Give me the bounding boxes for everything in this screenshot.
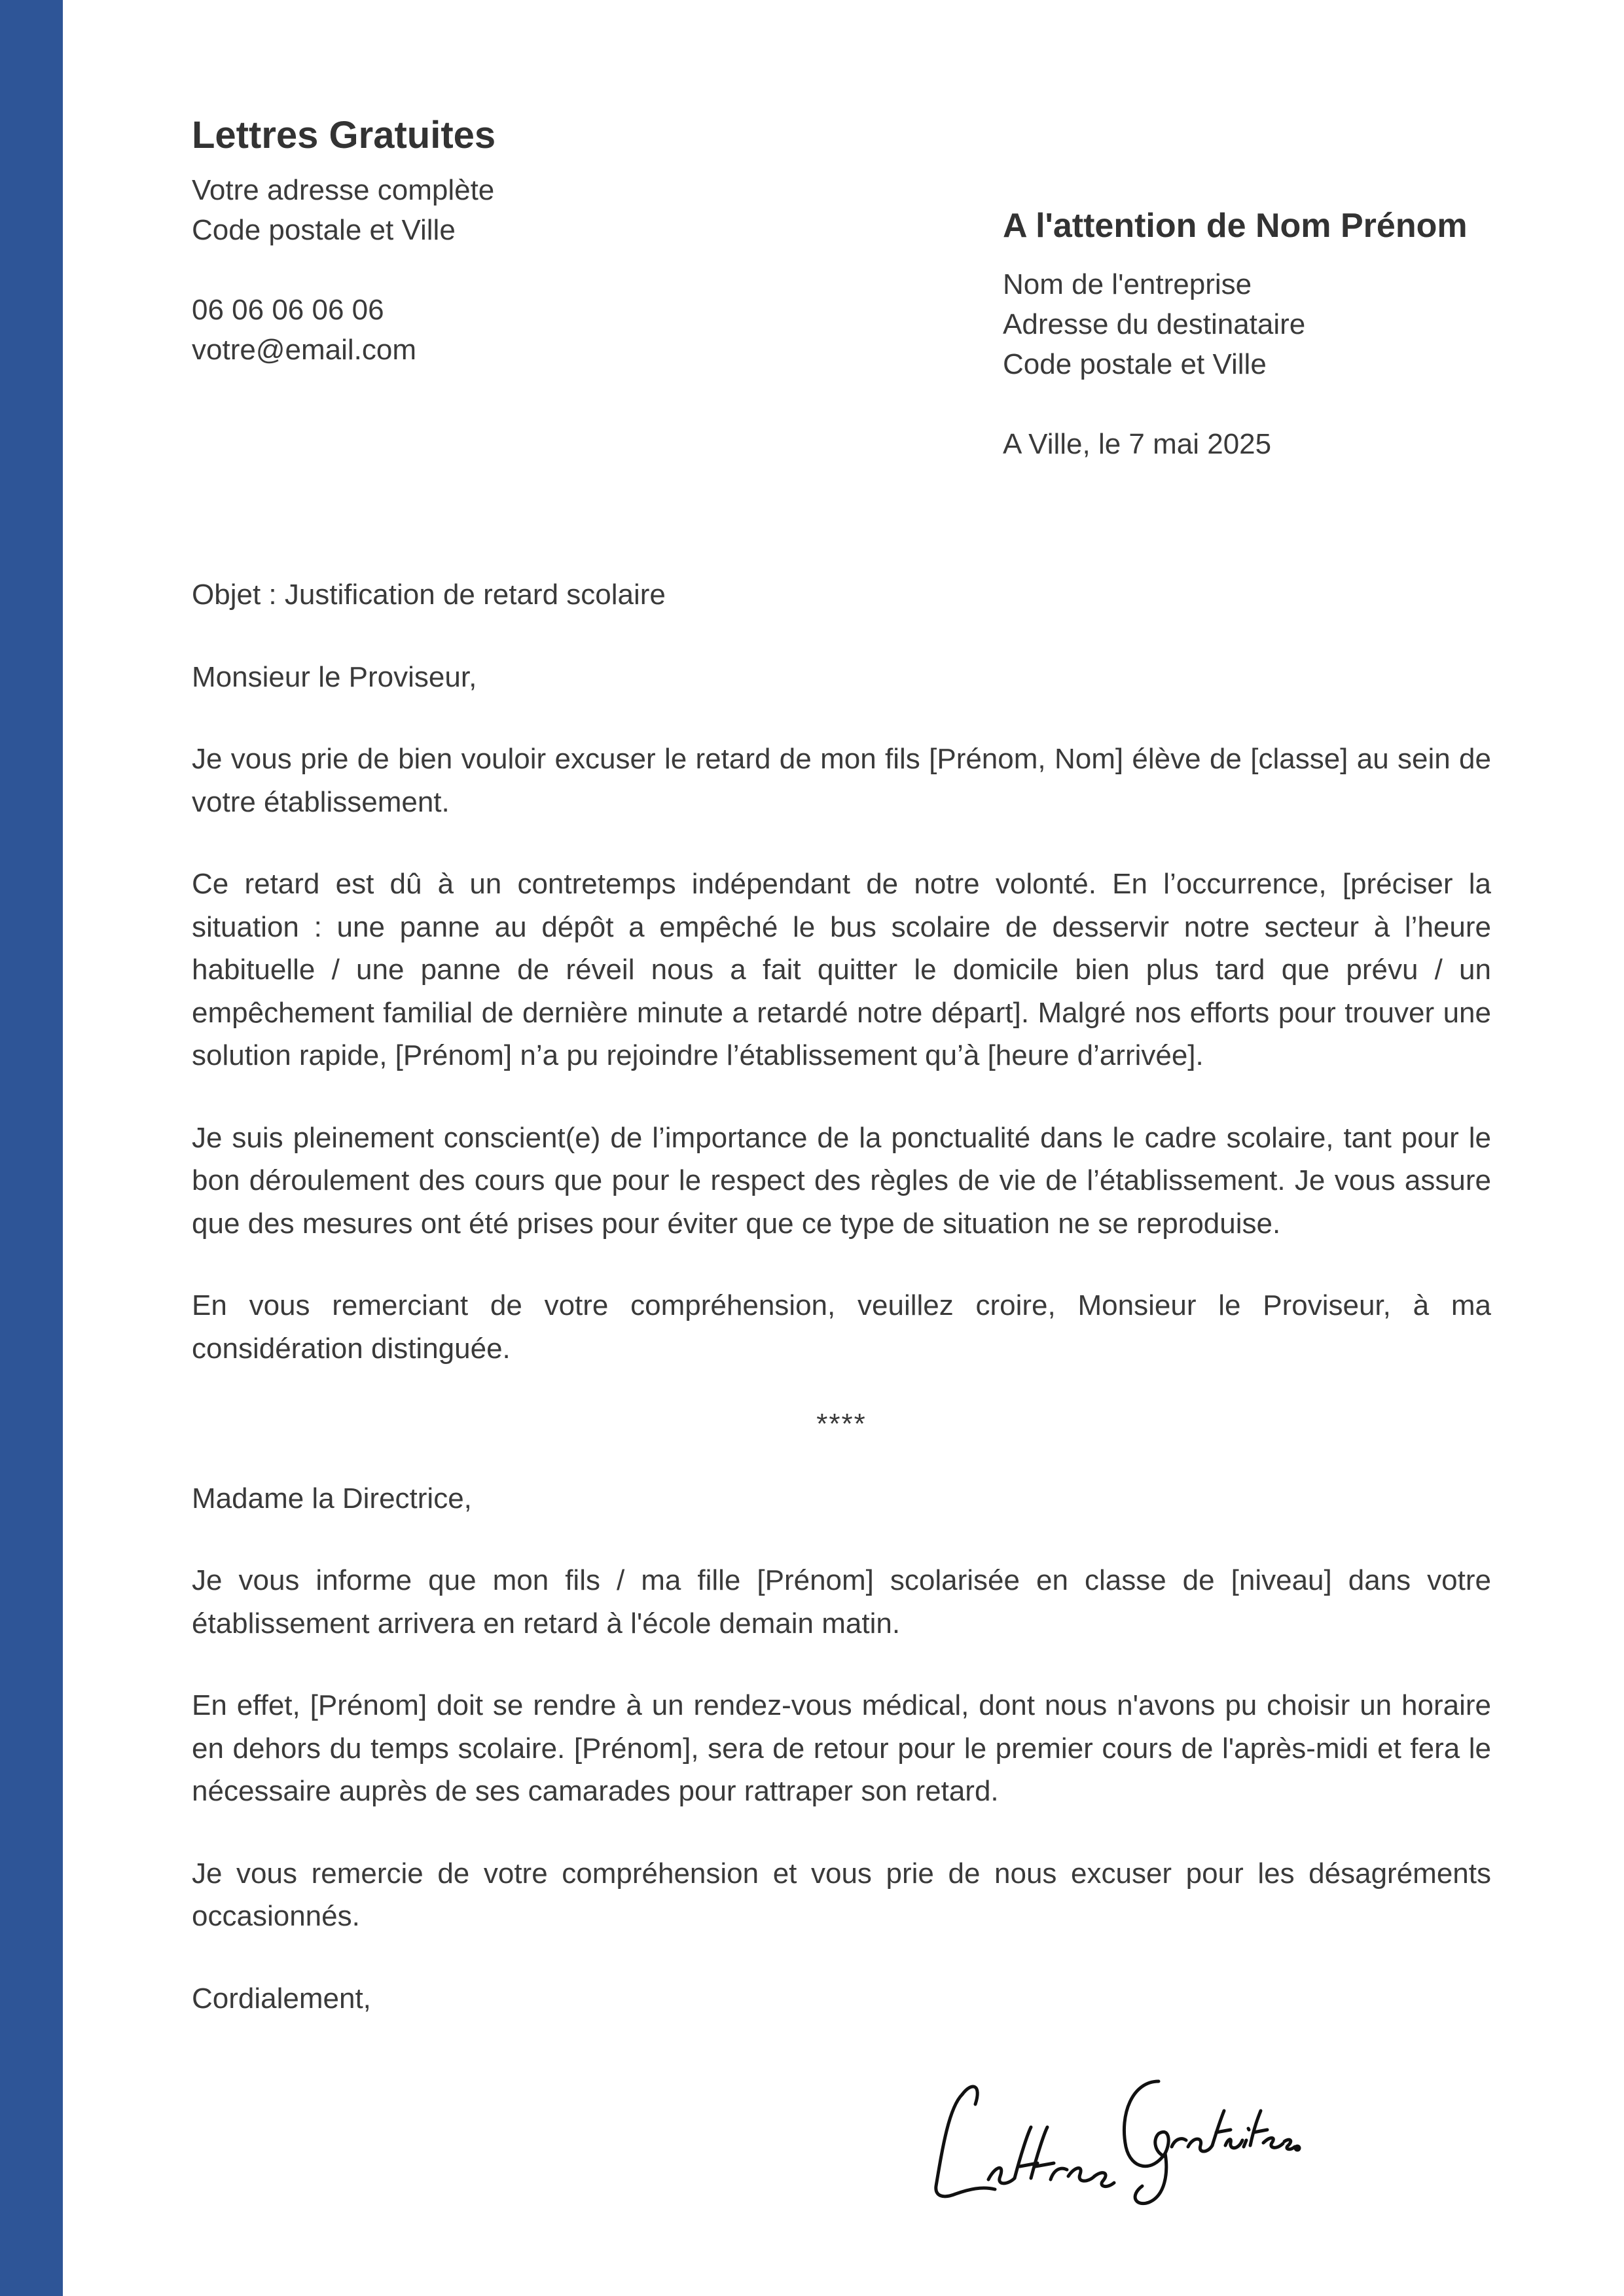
salutation-directrice: Madame la Directrice, xyxy=(192,1482,472,1515)
letter-body xyxy=(192,573,1491,2059)
letter-subject: Objet : Justification de retard scolaire xyxy=(192,579,666,611)
sender-phone: 06 06 06 06 06 xyxy=(192,294,384,326)
letter-date: A Ville, le 7 mai 2025 xyxy=(1003,428,1272,460)
recipient-company: Nom de l'entreprise xyxy=(1003,268,1252,300)
recipient-title: A l'attention de Nom Prénom xyxy=(1003,207,1468,245)
sender-address-line1: Votre adresse complète xyxy=(192,174,495,206)
section-separator: **** xyxy=(816,1408,867,1440)
sender-block xyxy=(192,110,781,370)
recipient-address: Adresse du destinataire xyxy=(1003,308,1306,340)
paragraph-4: En vous remerciant de votre compréhension, veuillez croire, Monsieur le Proviseur, à ma considération distinguée. xyxy=(192,1289,1491,1365)
paragraph-2: Ce retard est dû à un contretemps indépendant de notre volonté. En l’occurrence, [préciser la situation : une panne au dépôt a empêché le bus scolaire de desservir notre secteur à l’heure habituelle / une panne de réveil nous a fait quitter le domicile bien plus tard que prévu / un empêchement familial de dernière minute a retardé notre départ]. Malgré nos efforts pour trouver une solution rapide, [Prénom] n’a pu rejoindre l’établissement qu’à [heure d’arrivée]. xyxy=(192,868,1491,1071)
sender-email: votre@email.com xyxy=(192,334,416,366)
paragraph-5: Je vous informe que mon fils / ma fille [Prénom] scolarisée en classe de [niveau] dans votre établissement arrivera en retard à l'école demain matin. xyxy=(192,1564,1491,1640)
salutation-proviseur: Monsieur le Proviseur, xyxy=(192,660,477,693)
closing: Cordialement, xyxy=(192,1982,371,2015)
sidebar-accent-bar xyxy=(0,0,63,2296)
sender-address-line2: Code postale et Ville xyxy=(192,214,456,246)
recipient-block xyxy=(1003,203,1592,464)
recipient-city: Code postale et Ville xyxy=(1003,348,1267,380)
paragraph-1: Je vous prie de bien vouloir excuser le retard de mon fils [Prénom, Nom] élève de [classe] au sein de votre établissement. xyxy=(192,743,1491,818)
sender-name: Lettres Gratuites xyxy=(192,114,496,156)
paragraph-3: Je suis pleinement conscient(e) de l’importance de la ponctualité dans le cadre scolaire, tant pour le bon déroulement des cours que pour le respect des règles de vie de l’établissement. Je vous assure que des mesures ont été prises pour éviter que ce type de situation ne se reproduise. xyxy=(192,1121,1491,1240)
paragraph-6: En effet, [Prénom] doit se rendre à un rendez-vous médical, dont nous n'avons pu choisir un horaire en dehors du temps scolaire. [Prénom], sera de retour pour le premier cours de l'après-midi et fera le nécessaire auprès de ses camarades pour rattraper son retard. xyxy=(192,1689,1491,1807)
handwritten-signature xyxy=(923,2055,1303,2212)
paragraph-7: Je vous remercie de votre compréhension et vous prie de nous excuser pour les désagréments occasionnés. xyxy=(192,1857,1491,1932)
